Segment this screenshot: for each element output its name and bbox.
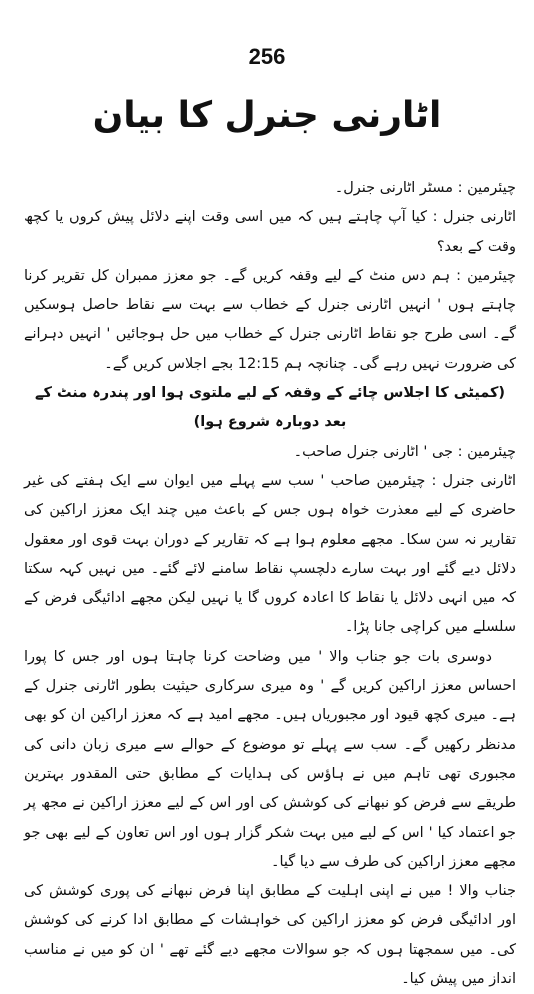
page-number: 256	[248, 44, 286, 69]
speaker-label: اٹارنی جنرل :	[431, 472, 517, 489]
speaker-label: چیئرمین :	[457, 443, 516, 460]
paragraph	[24, 877, 516, 994]
paragraph-text: جناب والا ! میں نے اپنی اہلیت کے مطابق اپنا فرض نبھانے کی پوری کوشش کی اور ادائیگی فرض کو معزز اراکین کی خواہشات کے مطابق ادا کرنے کی کوشش کی۔ میں سمجھتا ہوں کہ جو سوالات مجھے دیے گئے تھے ' ان کو میں نے مناسب انداز میں پیش کیا۔	[24, 883, 516, 988]
paragraph-text: کیا آپ چاہتے ہیں کہ میں اسی وقت اپنے دلائل پیش کروں یا کچھ وقت کے بعد؟	[24, 209, 516, 255]
paragraph-text: جی ' اٹارنی جنرل صاحب۔	[293, 443, 453, 460]
paragraph-text: (کمیٹی کا اجلاس چائے کے وقفہ کے لیے ملتوی ہوا اور پندرہ منٹ کے بعد دوبارہ شروع ہوا)	[34, 385, 506, 431]
paragraph-text: ہم دس منٹ کے لیے وقفہ کریں گے۔ جو معزز ممبران کل تقریر کرنا چاہتے ہوں ' انہیں اٹارنی جنرل کے خطاب سے بہت سے نقاط حاصل ہوسکیں گے۔ اسی طرح جو نقاط اٹارنی جنرل کے خطاب میں حل ہوجائیں ' انہیں دہرانے کی ضرورت نہیں رہے گی۔ چنانچہ ہم 12:15 بجے اجلاس کریں گے۔	[24, 267, 516, 372]
paragraph-text: چیئرمین صاحب ' سب سے پہلے میں ایوان سے ایک ہفتے کی غیر حاضری کے لیے معذرت خواہ ہوں جس کے باعث میں چند ایک معزز اراکین کی تقاریر نہ سن سکا۔ مجھے معلوم ہوا ہے کہ تقاریر کے دوران بہت قوی اور معقول دلائل دیے گئے اور بہت سارے دلچسپ نقاط سامنے لائے گئے۔ میں نہیں کہہ سکتا کہ میں انہی دلائل یا نقاط کا اعادہ کروں گا یا نہیں لیکن مجھے ادائیگی فرض کے سلسلے میں کراچی جانا پڑا۔	[24, 472, 516, 636]
paragraph	[24, 262, 516, 379]
paragraph	[24, 203, 516, 262]
page-title: اٹارنی جنرل کا بیان	[92, 95, 442, 136]
paragraph	[24, 467, 516, 643]
session-note	[24, 379, 516, 438]
speaker-label: چیئرمین :	[456, 267, 517, 284]
paragraph-text: مسٹر اٹارنی جنرل۔	[334, 180, 453, 196]
paragraph	[24, 643, 516, 877]
paragraph-text: دوسری بات جو جناب والا ' میں وضاحت کرنا چاہتا ہوں اور جس کا پورا احساس معزز اراکین کریں گے ' وہ میری سرکاری حیثیت بطور اٹارنی جنرل کے ہے۔ میری کچھ قیود اور مجبوریاں ہیں۔ مجھے امید ہے کہ معزز اراکین ان کو بھی مدنظر رکھیں گے۔ سب سے پہلے تو موضوع کے حوالے سے میری زبان دانی کی مجبوری تھی تاہم میں نے ہاؤس کی ہدایات کے مطابق حتی المقدور بہترین طریقے سے فرض کو نبھانے کی کوشش کی اور اس کے لیے معزز اراکین نے مجھ پر جو اعتماد کیا ' اس کے لیے میں بہت شکر گزار ہوں اور اس تعاون کے لیے بھی جو مجھے معزز اراکین کی طرف سے دیا گیا۔	[24, 648, 516, 870]
paragraph	[24, 438, 516, 467]
speaker-label: اٹارنی جنرل :	[432, 209, 516, 226]
paragraph	[24, 174, 516, 203]
speaker-label: چیئرمین :	[457, 180, 516, 196]
document-body	[24, 174, 516, 994]
